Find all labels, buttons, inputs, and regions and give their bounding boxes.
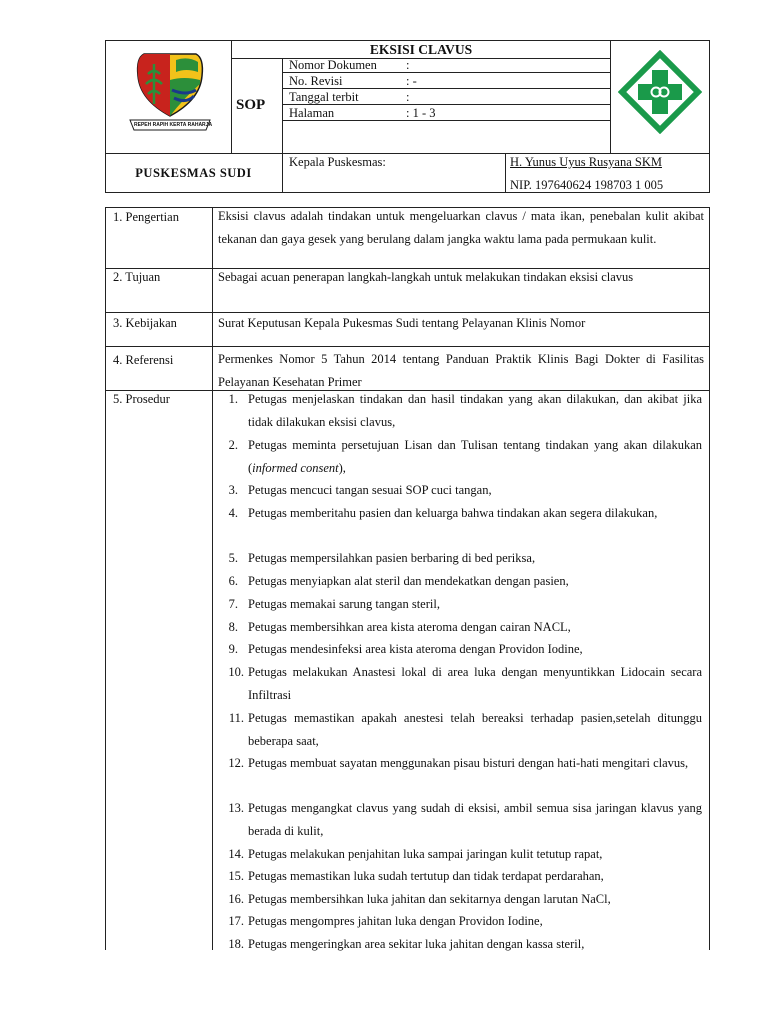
head-name: H. Yunus Uyus Rusyana SKM — [510, 155, 662, 169]
section-label-referensi: 4. Referensi — [113, 353, 174, 367]
procedure-num: 1. — [228, 392, 238, 406]
procedure-item: Petugas memastikan luka sudah tertutup dan tidak terdapat perdarahan, — [248, 869, 604, 883]
field-value-no-revisi: : - — [406, 74, 417, 88]
field-value-halaman: : 1 - 3 — [406, 106, 436, 120]
regency-logo — [124, 50, 216, 136]
informed-consent-term: informed consent — [252, 460, 339, 475]
procedure-num: 9. — [228, 642, 238, 656]
health-ministry-logo — [618, 50, 702, 134]
procedure-item: Petugas mencuci tangan sesuai SOP cuci tangan, — [248, 483, 492, 497]
procedure-item: Petugas membersihkan area kista ateroma dengan cairan NACL, — [248, 620, 571, 634]
head-label: Kepala Puskesmas: — [289, 155, 386, 169]
procedure-item: Petugas membersihkan luka jahitan dan sekitarnya dengan larutan NaCl, — [248, 892, 611, 906]
procedure-num: 2. — [228, 438, 238, 452]
sop-label: SOP — [236, 97, 266, 113]
procedure-item: Petugas menyiapkan alat steril dan mendekatkan dengan pasien, — [248, 574, 569, 588]
procedure-num: 16. — [228, 892, 244, 906]
procedure-item: Petugas memakai sarung tangan steril, — [248, 597, 440, 611]
procedure-item: Petugas memberitahu pasien dan keluarga bahwa tindakan akan segera dilakukan, — [248, 506, 658, 520]
procedure-item: Petugas mempersilahkan pasien berbaring di bed periksa, — [248, 551, 536, 565]
procedure-item: Petugas mendesinfeksi area kista ateroma dengan Providon Iodine, — [248, 642, 583, 656]
procedure-num: 12. — [228, 756, 244, 770]
section-label-kebijakan: 3. Kebijakan — [113, 316, 177, 330]
section-text-pengertian: Eksisi clavus adalah tindakan untuk mengeluarkan clavus / mata ikan, penebalan kulit akibat tekanan dan gaya gesek yang berulang dalam jangka waktu lama pada permukaan kulit. — [218, 209, 704, 246]
field-value-nomor-dokumen: : — [406, 58, 410, 72]
document-title: EKSISI CLAVUS — [369, 42, 473, 57]
section-text-referensi: Permenkes Nomor 5 Tahun 2014 tentang Panduan Praktik Klinis Bagi Dokter di Fasilitas Pelayanan Kesehatan Primer — [218, 352, 704, 389]
procedure-item: Petugas membuat sayatan menggunakan pisau bisturi dengan hati-hati mengitari clavus, — [248, 756, 689, 770]
procedure-num: 6. — [228, 574, 238, 588]
procedure-num: 18. — [228, 937, 244, 951]
section-label-prosedur: 5. Prosedur — [113, 392, 170, 406]
procedure-num: 8. — [228, 620, 238, 634]
field-label-nomor-dokumen: Nomor Dokumen — [289, 58, 377, 72]
procedure-item: Petugas mengompres jahitan luka dengan Providon Iodine, — [248, 914, 543, 928]
procedure-num: 15. — [228, 869, 244, 883]
procedure-item: Petugas menjelaskan tindakan dan hasil tindakan yang akan dilakukan, dan akibat jika tidak dilakukan eksisi clavus, — [248, 392, 702, 429]
procedure-num: 14. — [228, 847, 244, 861]
procedure-item-text: Petugas meminta persetujuan Lisan dan Tulisan tentang tindakan yang akan dilakukan ( — [248, 438, 702, 475]
procedure-num: 4. — [228, 506, 238, 520]
section-text-tujuan: Sebagai acuan penerapan langkah-langkah untuk melakukan tindakan eksisi clavus — [218, 270, 634, 284]
procedure-item-text-end: ), — [338, 460, 346, 475]
puskesmas-name: PUSKESMAS SUDI — [135, 166, 252, 180]
procedure-num: 11. — [228, 711, 244, 725]
procedure-item: Petugas mengeringkan area sekitar luka jahitan dengan kassa steril, — [248, 937, 585, 951]
procedure-item: Petugas melakukan Anastesi lokal di area luka dengan menyuntikkan Lidocain secara Infiltrasi — [248, 665, 702, 702]
procedure-num: 17. — [228, 914, 244, 928]
head-nip: NIP. 197640624 198703 1 005 — [510, 178, 664, 192]
procedure-num: 7. — [228, 597, 238, 611]
procedure-num: 13. — [228, 801, 244, 815]
section-label-tujuan: 2. Tujuan — [113, 270, 161, 284]
procedure-item: Petugas memastikan apakah anestesi telah bereaksi terhadap pasien,setelah ditunggu beberapa saat, — [248, 711, 702, 748]
field-label-halaman: Halaman — [289, 106, 335, 120]
procedure-item: Petugas melakukan penjahitan luka sampai jaringan kulit tetutup rapat, — [248, 847, 603, 861]
field-value-tanggal-terbit: : — [406, 90, 410, 104]
procedure-num: 5. — [228, 551, 238, 565]
procedure-item — [248, 434, 702, 479]
section-label-pengertian: 1. Pengertian — [113, 210, 179, 224]
logo-motto: REPEH RAPIH KERTA RAHARJA — [134, 122, 213, 128]
procedure-item: Petugas mengangkat clavus yang sudah di eksisi, ambil semua sisa jaringan klavus yang berada di kulit, — [248, 801, 702, 838]
field-label-tanggal-terbit: Tanggal terbit — [289, 90, 359, 104]
section-text-kebijakan: Surat Keputusan Kepala Pukesmas Sudi tentang Pelayanan Klinis Nomor — [218, 316, 586, 330]
procedure-num: 10. — [228, 665, 244, 679]
field-label-no-revisi: No. Revisi — [289, 74, 343, 88]
procedure-num: 3. — [228, 483, 238, 497]
